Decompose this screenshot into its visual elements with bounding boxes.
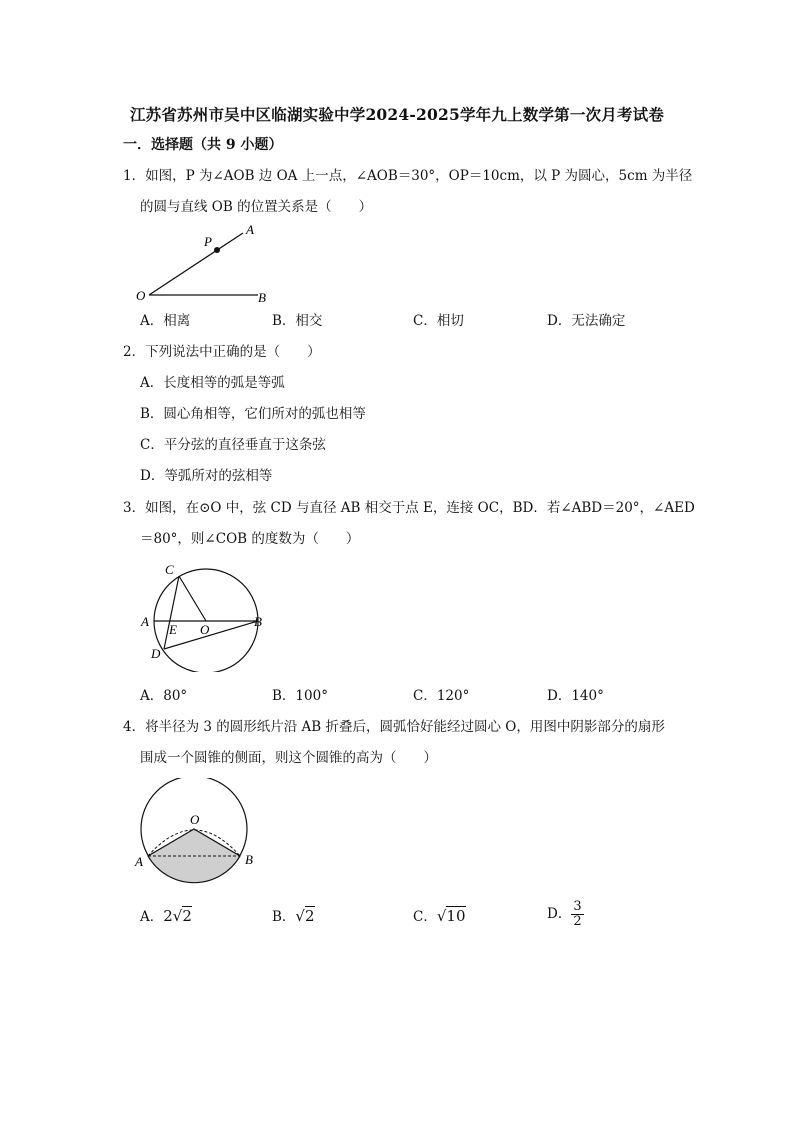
q1-figure xyxy=(130,220,280,310)
q1-stem-line1: 1．如图，P 为∠AOB 边 OA 上一点，∠AOB＝30°，OP＝10cm，以 P 为圆心，5cm 为半径 xyxy=(123,168,693,184)
label-b: B xyxy=(245,852,253,867)
q4-option-c xyxy=(413,906,466,927)
q4-figure xyxy=(132,778,267,890)
q2-option-a: A．长度相等的弧是等弧 xyxy=(140,375,285,391)
label-o: O xyxy=(136,288,146,303)
q4-option-b-label: B． xyxy=(272,909,296,925)
sqrt-icon: √ xyxy=(295,907,305,925)
q3-option-b: B．100° xyxy=(272,688,328,704)
q2-option-c: C．平分弦的直径垂直于这条弦 xyxy=(140,437,326,453)
sqrt-icon: √ xyxy=(436,907,447,925)
fraction-numerator: 3 xyxy=(573,899,582,914)
q2-option-d: D．等弧所对的弦相等 xyxy=(140,468,273,484)
q2-stem: 2．下列说法中正确的是（ ） xyxy=(123,344,321,360)
q4-option-d-fraction xyxy=(571,900,583,929)
q3-option-a: A．80° xyxy=(140,688,188,704)
ray-oa xyxy=(149,233,243,295)
label-b: B xyxy=(254,614,262,629)
label-a: A xyxy=(141,614,149,629)
q4-stem-line2: 围成一个圆锥的侧面，则这个圆锥的高为（ ） xyxy=(140,750,437,766)
label-a: A xyxy=(135,854,143,869)
q4-option-c-label: C． xyxy=(413,909,437,925)
q1-option-c: C．相切 xyxy=(413,313,464,329)
q4-stem-line1: 4．将半径为 3 的圆形纸片沿 AB 折叠后，圆弧恰好能经过圆心 O，用图中阴影部分的扇形 xyxy=(123,719,665,735)
page-title: 江苏省苏州市吴中区临湖实验中学2024-2025学年九上数学第一次月考试卷 xyxy=(129,105,665,124)
q1-option-b: B．相交 xyxy=(272,313,323,329)
q4-option-d-label: D． xyxy=(547,906,572,922)
label-o: O xyxy=(200,622,210,637)
label-o: O xyxy=(190,812,200,827)
q4-option-a xyxy=(140,906,192,927)
q3-option-c: C．120° xyxy=(413,688,470,704)
label-p: P xyxy=(204,234,212,249)
fraction-denominator: 2 xyxy=(573,914,582,929)
label-a: A xyxy=(246,222,254,237)
q4-option-a-radicand: 2 xyxy=(182,907,192,925)
q3-stem-line2: ＝80°，则∠COB 的度数为（ ） xyxy=(140,531,360,547)
section-heading: 一．选择题（共 9 小题） xyxy=(123,137,283,153)
q3-figure xyxy=(135,560,270,672)
q4-option-b xyxy=(272,906,315,927)
label-c: C xyxy=(165,562,174,577)
q4-option-a-coef: 2 xyxy=(163,907,173,925)
q3-option-d: D．140° xyxy=(547,688,604,704)
q1-stem-line2: 的圆与直线 OB 的位置关系是（ ） xyxy=(140,199,373,215)
q1-option-d: D．无法确定 xyxy=(547,313,626,329)
label-d: D xyxy=(151,646,161,661)
q4-option-b-radicand: 2 xyxy=(304,907,315,925)
q2-option-b: B．圆心角相等，它们所对的弧也相等 xyxy=(140,406,366,422)
sqrt-icon: √ xyxy=(172,907,183,925)
q1-option-a: A．相离 xyxy=(140,313,191,329)
point-p xyxy=(214,247,220,253)
label-e: E xyxy=(169,622,177,637)
q4-option-c-radicand: 10 xyxy=(446,907,466,925)
segment-bd xyxy=(164,621,258,649)
label-b: B xyxy=(258,290,266,305)
q3-stem-line1: 3．如图，在⊙O 中，弦 CD 与直径 AB 相交于点 E，连接 OC，BD．若∠ABD＝20°，∠AED xyxy=(123,500,695,516)
q4-option-a-label: A． xyxy=(140,909,164,925)
q4-option-d xyxy=(547,900,584,929)
segment-oc xyxy=(179,576,206,621)
